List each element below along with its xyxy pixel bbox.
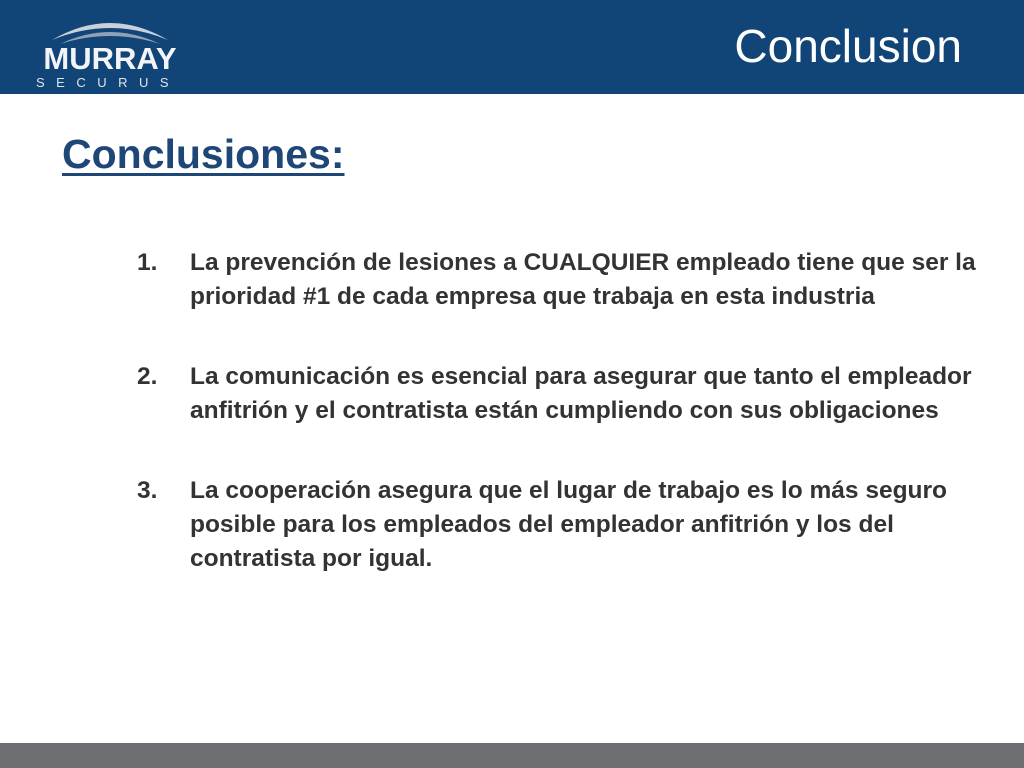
conclusions-list bbox=[137, 246, 977, 576]
list-item bbox=[137, 474, 977, 576]
list-item bbox=[137, 246, 977, 314]
footer-bar bbox=[0, 743, 1024, 768]
item-text: La prevención de lesiones a CUALQUIER empleado tiene que ser la prioridad #1 de cada empresa que trabaja en esta industria bbox=[190, 249, 976, 310]
item-number: 2. bbox=[137, 363, 158, 390]
item-number: 1. bbox=[137, 249, 158, 276]
logo-name: MURRAY bbox=[43, 41, 177, 76]
header-bar bbox=[0, 0, 1024, 94]
item-number: 3. bbox=[137, 477, 158, 504]
item-text: La comunicación es esencial para asegurar que tanto el empleador anfitrión y el contratista están cumpliendo con sus obligaciones bbox=[190, 363, 972, 424]
item-text: La cooperación asegura que el lugar de trabajo es lo más seguro posible para los empleados del empleador anfitrión y los del contratista por igual. bbox=[190, 477, 948, 572]
company-logo bbox=[30, 10, 190, 90]
logo-subname: SECURUS bbox=[36, 75, 181, 90]
slide-title: Conclusion bbox=[734, 20, 962, 72]
list-item bbox=[137, 360, 977, 428]
section-heading: Conclusiones: bbox=[62, 131, 345, 177]
